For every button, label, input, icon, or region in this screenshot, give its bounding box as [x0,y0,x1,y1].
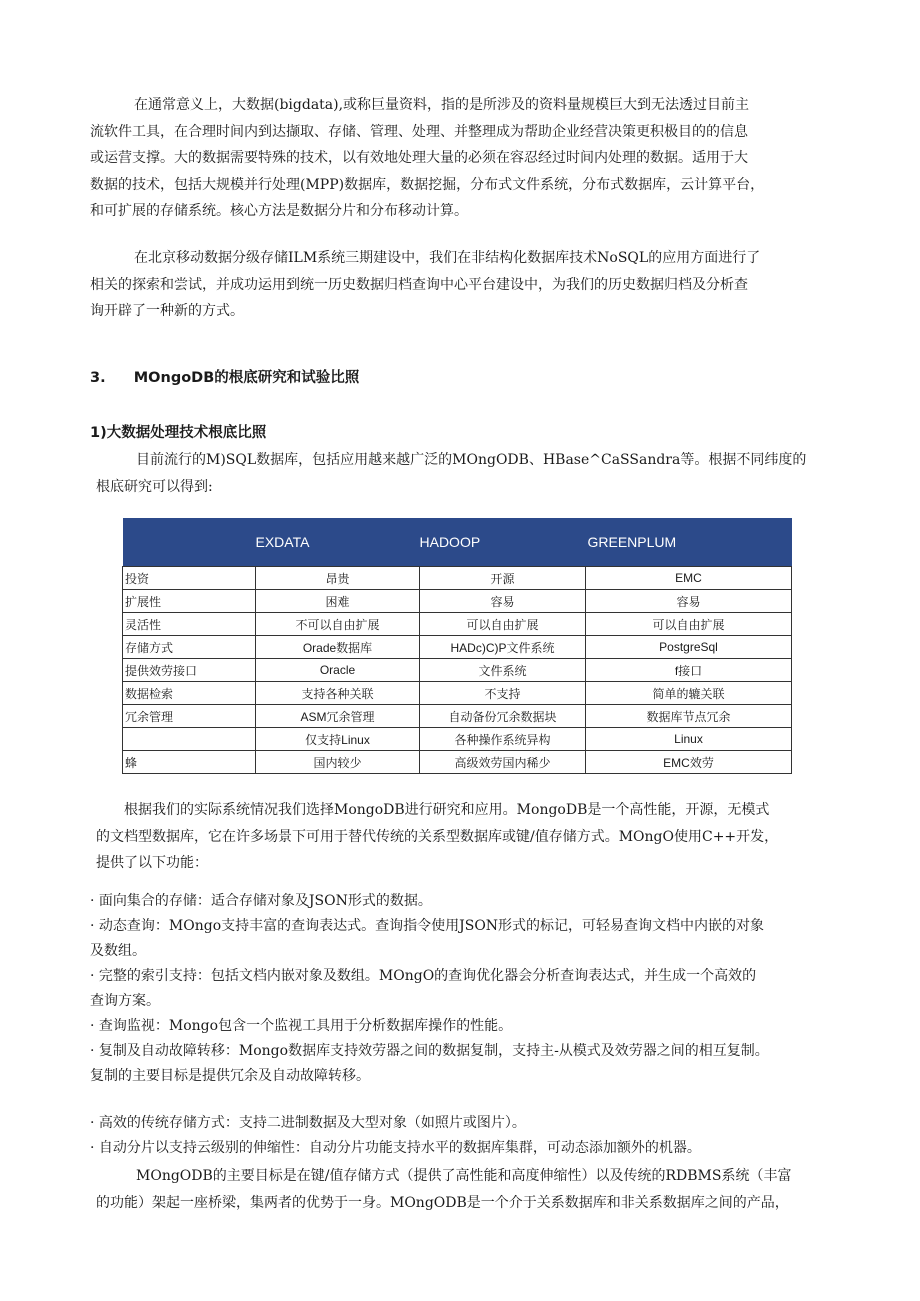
table-cell: 自动备份冗余数据块 [420,705,586,728]
para5-line: 的功能）架起一座桥梁，集两者的优势于一身。MOngODB是一个介于关系数据库和非关系数据库之间的产品， [96,1194,789,1211]
comparison-table [122,518,792,774]
table-cell: PostgreSql [586,636,792,659]
table-cell: Oracle [256,659,420,682]
table-cell: 困难 [256,590,420,613]
intro-paragraph-1 [90,92,764,225]
table-row [123,567,792,590]
table-header-row [123,518,792,567]
table-row [123,613,792,636]
table-cell: 提供效劳接口 [123,659,256,682]
subsection-heading: 1)大数据处理技术根底比照 [90,425,267,441]
table-header-cell: EXDATA [256,518,420,567]
table-cell: 支持各种关联 [256,682,420,705]
table-cell [123,728,256,751]
feature-bullet: · 面向集合的存储：适合存储对象及JSON形式的数据。 [90,893,432,909]
table-cell: 不可以自由扩展 [256,613,420,636]
table-cell: 冗余管理 [123,705,256,728]
table-cell: 可以自由扩展 [420,613,586,636]
table-cell: 各种操作系统异构 [420,728,586,751]
table-cell: Orade数据库 [256,636,420,659]
intro-p2-line: 询开辟了一种新的方式。 [90,303,244,319]
table-cell: 国内较少 [256,751,420,774]
table-row [123,636,792,659]
table-cell: 文件系统 [420,659,586,682]
intro-table-paragraph [96,447,806,500]
table-header-cell: HADOOP [420,518,586,567]
para3-line: 目前流行的M)SQL数据库，包括应用越来越广泛的MOngODB、HBase^CaSSandra等。根据不同纬度的 [136,452,807,468]
feature-bullet: · 自动分片以支持云级别的伸缩性：自动分片功能支持水平的数据库集群，可动态添加额外的机器。 [90,1140,701,1156]
table-row [123,659,792,682]
table-cell: 扩展性 [123,590,256,613]
table-cell: 昂贵 [256,567,420,590]
intro-p2-line: 相关的探索和尝试，并成功运用到统一历史数据归档查询中心平台建设中，为我们的历史数据归档及分析查 [90,276,748,293]
table-row [123,705,792,728]
feature-bullet: · 动态查询：MOngo支持丰富的查询表达式。查询指令使用JSON形式的标记，可轻易查询文档中内嵌的对象 [90,918,765,934]
table-cell: 容易 [586,590,792,613]
table-cell: 简单的辘关联 [586,682,792,705]
table-cell: EMC效劳 [586,751,792,774]
table-row [123,751,792,774]
intro-p1-line: 数据的技术，包括大规模并行处理(MPP)数据库，数据挖掘，分布式文件系统，分布式数据库，云计算平台， [90,176,765,193]
feature-bullet-cont: 查询方案。 [90,993,160,1009]
table-row [123,728,792,751]
feature-bullet: · 查询监视：Mongo包含一个监视工具用于分析数据库操作的性能。 [90,1018,513,1034]
para4-line: 根据我们的实际系统情况我们选择MongoDB进行研究和应用。MongoDB是一个高性能，开源，无模式 [124,802,770,818]
table-cell: 蜂 [123,751,256,774]
table-row [123,590,792,613]
table-row [123,682,792,705]
para4-line: 提供了以下功能： [96,855,208,871]
intro-p1-line: 流软件工具，在合理时间内到达撷取、存储、管理、处理、并整理成为帮助企业经营决策更积极目的的信息 [90,123,748,140]
section-title: MOngoDB的根底研究和试验比照 [133,370,360,386]
para4-line: 的文档型数据库，它在许多场景下可用于替代传统的关系型数据库或键/值存储方式。MOngO使用C++开发， [96,828,779,845]
intro-p1-line: 和可扩展的存储系统。核心方法是数据分片和分布移动计算。 [90,203,468,219]
feature-bullet: · 完整的索引支持：包括文档内嵌对象及数组。MOngO的查询优化器会分析查询表达式，并生成一个高效的 [90,968,757,984]
intro-p2-line: 在北京移动数据分级存储ILM系统三期建设中，我们在非结构化数据库技术NoSQL的应用方面进行了 [134,250,761,266]
table-header-cell: GREENPLUM [586,518,792,567]
feature-bullet-cont: 复制的主要目标是提供冗余及自动故障转移。 [90,1068,370,1084]
intro-p1-line: 或运营支撑。大的数据需要特殊的技术，以有效地处理大量的必须在容忍经过时间内处理的数据。适用于大 [90,150,748,166]
table-cell: HADc)C)P文件系统 [420,636,586,659]
table-cell: 仅支持Linux [256,728,420,751]
section-heading [90,366,359,387]
table-cell: 不支持 [420,682,586,705]
table-cell: 高级效劳国内稀少 [420,751,586,774]
table-cell: 灵活性 [123,613,256,636]
mongodb-intro-paragraph [96,797,778,877]
para3-line: 根底研究可以得到: [96,478,213,495]
table-cell: 数据库节点冗余 [586,705,792,728]
table-cell: 投资 [123,567,256,590]
table-cell: 数据检索 [123,682,256,705]
table-cell: 可以自由扩展 [586,613,792,636]
section-number: 3. [90,370,106,386]
feature-bullet: · 复制及自动故障转移：Mongo数据库支持效劳器之间的数据复制，支持主-从模式及效劳器之间的相互复制。 [90,1043,769,1059]
table-cell: EMC [586,567,792,590]
table-cell: ASM冗余管理 [256,705,420,728]
feature-bullet-cont: 及数组。 [90,943,146,959]
table-header-cell [123,518,256,567]
table-cell: f接口 [586,659,792,682]
table-cell: 存储方式 [123,636,256,659]
para5-line: MOngODB的主要目标是在键/值存储方式（提供了高性能和高度伸缩性）以及传统的RDBMS系统（丰富 [136,1168,792,1184]
mongodb-goal-paragraph [96,1163,791,1216]
table-cell: 开源 [420,567,586,590]
table-cell: 容易 [420,590,586,613]
feature-bullet: · 高效的传统存储方式：支持二进制数据及大型对象（如照片或图片）。 [90,1115,526,1131]
intro-p1-line: 在通常意义上，大数据(bigdata),或称巨量资料，指的是所涉及的资料量规模巨大到无法透过目前主 [134,97,750,113]
intro-paragraph-2 [90,245,760,325]
table-cell: Linux [586,728,792,751]
